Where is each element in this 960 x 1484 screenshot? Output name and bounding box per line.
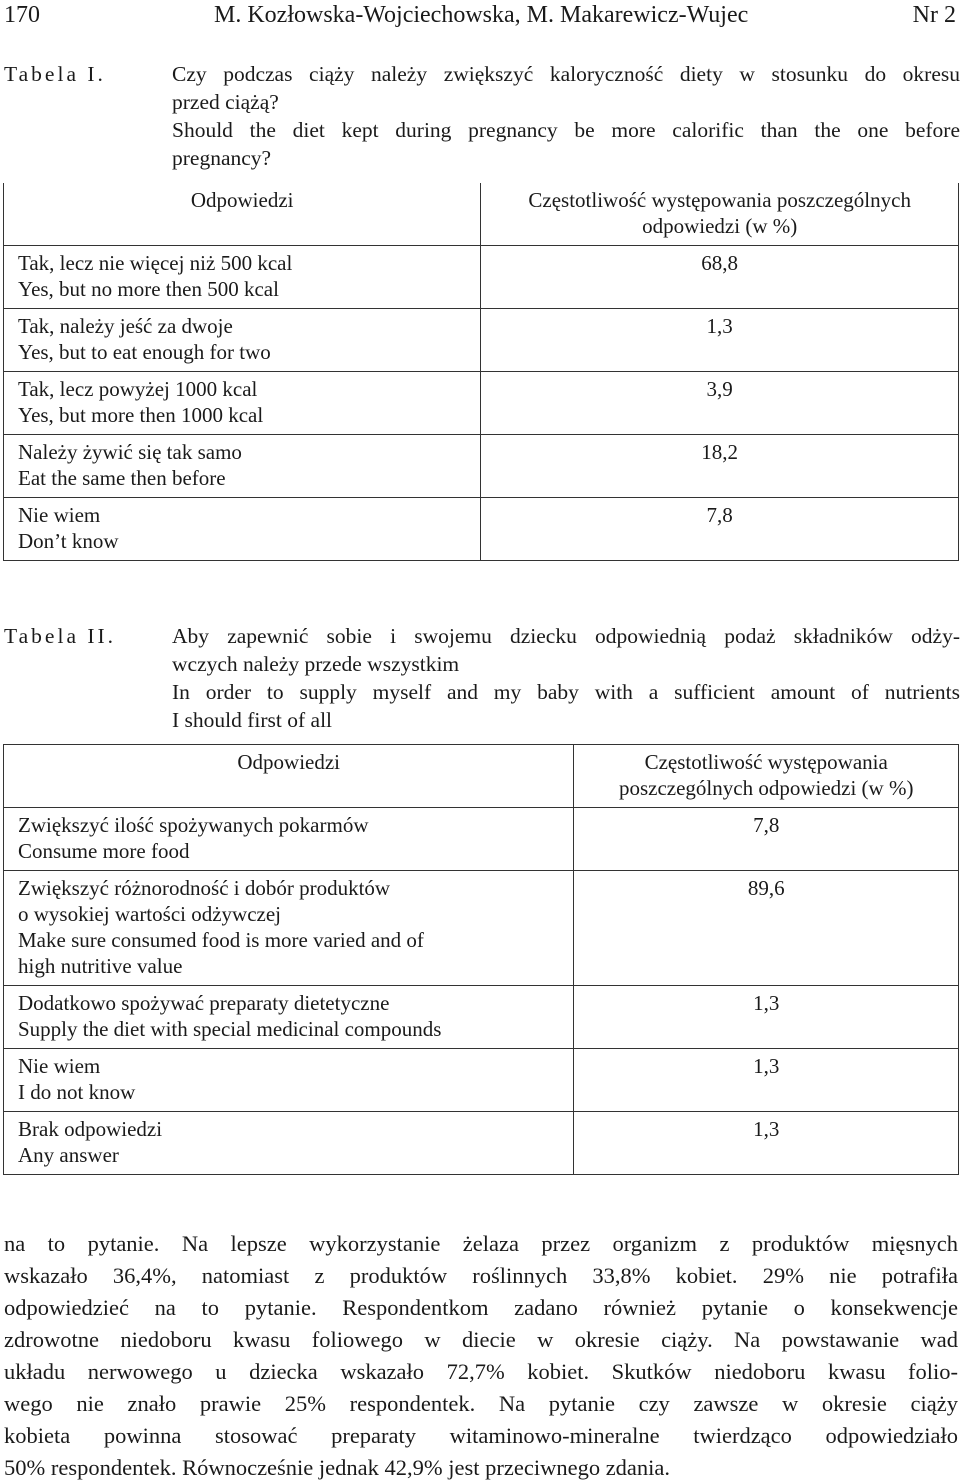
authors: M. Kozłowska-Wojciechowska, M. Makarewicz-Wujec	[214, 2, 749, 28]
answer-cell: Zwiększyć ilość spożywanych pokarmów Consume more food	[4, 808, 574, 871]
table2-caption-line: Aby zapewnić sobie i swojemu dziecku odpowiednią podaż składników odży-	[172, 624, 960, 648]
percent-cell: 7,8	[481, 498, 959, 561]
answer-cell: Tak, należy jeść za dwoje Yes, but to eat enough for two	[4, 309, 481, 372]
answer-cell: Dodatkowo spożywać preparaty dietetyczne Supply the diet with special medicinal compounds	[4, 986, 574, 1049]
table-row	[4, 871, 959, 986]
table-row	[4, 246, 959, 309]
table1	[3, 183, 959, 561]
body-line: 50% respondentek. Równocześnie jednak 42,9% jest przeciwnego zdania.	[4, 1455, 671, 1480]
body-line: kobieta powinna stosować preparaty witaminowo-mineralne twierdząco odpowiedziało	[4, 1423, 958, 1448]
answer-cell: Nie wiem I do not know	[4, 1049, 574, 1112]
table-row	[4, 986, 959, 1049]
table1-header-row	[4, 183, 959, 246]
percent-cell: 3,9	[481, 372, 959, 435]
table1-header-answers: Odpowiedzi	[4, 183, 481, 246]
percent-cell: 18,2	[481, 435, 959, 498]
table2-caption-line: wczych należy przede wszystkim	[172, 652, 460, 676]
table2-header-frequency: Częstotliwość występowania poszczególnych odpowiedzi (w %)	[574, 745, 959, 808]
answer-cell: Zwiększyć różnorodność i dobór produktów o wysokiej wartości odżywczej Make sure consumed food is more varied and of high nutritive value	[4, 871, 574, 986]
body-line: wego nie znało prawie 25% respondentek. Na pytanie czy zawsze w okresie ciąży	[4, 1391, 958, 1416]
answer-cell: Tak, lecz nie więcej niż 500 kcal Yes, but no more then 500 kcal	[4, 246, 481, 309]
answer-cell: Brak odpowiedzi Any answer	[4, 1112, 574, 1175]
body-paragraph	[4, 1228, 958, 1484]
table2-header-answers: Odpowiedzi	[4, 745, 574, 808]
table-row	[4, 808, 959, 871]
table-row	[4, 372, 959, 435]
body-line: odpowiedzieć na to pytanie. Respondentkom zadano również pytanie o konsekwencje	[4, 1295, 958, 1320]
running-header	[4, 2, 956, 36]
issue-number: Nr 2	[912, 2, 956, 28]
body-line: zdrowotne niedoboru kwasu foliowego w diecie w okresie ciąży. Na powstawanie wad	[4, 1327, 958, 1352]
answer-cell: Należy żywić się tak samo Eat the same then before	[4, 435, 481, 498]
percent-cell: 89,6	[574, 871, 959, 986]
percent-cell: 68,8	[481, 246, 959, 309]
percent-cell: 1,3	[481, 309, 959, 372]
answer-cell: Tak, lecz powyżej 1000 kcal Yes, but more then 1000 kcal	[4, 372, 481, 435]
table1-caption-line: Czy podczas ciąży należy zwiększyć kaloryczność diety w stosunku do okresu	[172, 62, 960, 86]
percent-cell: 1,3	[574, 1112, 959, 1175]
table1-header-frequency: Częstotliwość występowania poszczególnych odpowiedzi (w %)	[481, 183, 959, 246]
table-row	[4, 1049, 959, 1112]
percent-cell: 1,3	[574, 1049, 959, 1112]
page-number: 170	[4, 2, 40, 28]
table-row	[4, 435, 959, 498]
table2-caption-line: I should first of all	[172, 708, 333, 732]
table2-caption-line: In order to supply myself and my baby with a sufficient amount of nutrients	[172, 680, 960, 704]
percent-cell: 1,3	[574, 986, 959, 1049]
body-line: wskazało 36,4%, natomiast z produktów roślinnych 33,8% kobiet. 29% nie potrafiła	[4, 1263, 958, 1288]
percent-cell: 7,8	[574, 808, 959, 871]
body-line: układu nerwowego u dziecka wskazało 72,7% kobiet. Skutków niedoboru kwasu folio-	[4, 1359, 958, 1384]
table1-caption-line: przed ciążą?	[172, 90, 279, 114]
table1-caption-line: pregnancy?	[172, 146, 272, 170]
table2	[3, 744, 959, 1175]
table2-label: Tabela II.	[4, 624, 117, 648]
table1-label: Tabela I.	[4, 62, 106, 86]
table-row	[4, 309, 959, 372]
table-row	[4, 498, 959, 561]
table1-caption-line: Should the diet kept during pregnancy be more calorific than the one before	[172, 118, 960, 142]
table2-header-row	[4, 745, 959, 808]
body-line: na to pytanie. Na lepsze wykorzystanie żelaza przez organizm z produktów mięsnych	[4, 1231, 958, 1256]
answer-cell: Nie wiem Don’t know	[4, 498, 481, 561]
table-row	[4, 1112, 959, 1175]
